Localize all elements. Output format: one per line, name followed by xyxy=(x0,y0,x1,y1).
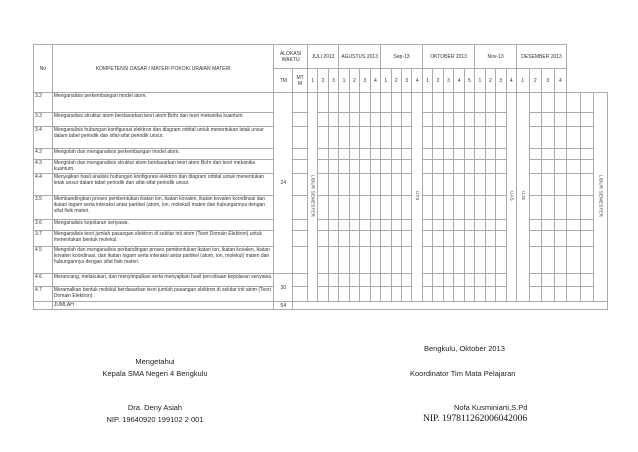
row-text: Menganalisis struktur atom berdasarkan teori atom Bohr dan teori mekanika kuantum. xyxy=(52,113,274,127)
tm-total: 54 xyxy=(274,302,293,310)
row-number: 4.7 xyxy=(34,287,53,302)
row-text: Mengolah dan menganalisis perbandingan proses pembentukan ikatan ion, ikatan kovalen, ikatan kovalen koordinasi, dan ikatan logam serta interaksi antar partikel (atom, ion, molekul) materi dan hubungannya dengan sifat fisik materi. xyxy=(52,247,274,274)
week-cell: 3 xyxy=(542,69,555,93)
header-tm: TM xyxy=(274,69,293,93)
left-title: Mengetahui xyxy=(135,357,175,366)
week-cell: 4 xyxy=(554,69,567,93)
week-cell: 2 xyxy=(485,69,495,93)
week-cell: 2 xyxy=(391,69,401,93)
week-cell: 1 xyxy=(475,69,485,93)
row-text: Menganalisis kepolaran senyawa. xyxy=(52,220,274,231)
vertical-label-uts: UTS xyxy=(415,191,421,201)
header-kompetensi: KOMPETENSI DASAR / MATERI POKOK/ URAIAN MATERI xyxy=(52,45,274,93)
row-text: Membandingkan proses pembentukan ikatan ion, ikatan kovalen, ikatan kovalen koordinasi dan ikatan logam serta interaksi antar partikel (atom, ion, molekul) materi dan hubungannya dengan sifat fisik materi. xyxy=(52,196,274,220)
right-role: Koordinator Tim Mata Pelajaran xyxy=(410,369,516,378)
header-month-juli: JULI 2013 xyxy=(307,45,338,69)
jumlah-label: JUMLAH xyxy=(52,302,274,310)
program-table xyxy=(33,44,608,310)
week-cell: 1 xyxy=(422,69,432,93)
header-no: No xyxy=(34,45,53,93)
row-number: 4.5 xyxy=(34,247,53,274)
right-name: Nofa Kusminiarti,S.Pd xyxy=(454,403,528,412)
week-cell: 3 xyxy=(360,69,370,93)
row-number: 3.4 xyxy=(34,127,53,149)
week-cell: 4 xyxy=(370,69,380,93)
vertical-label-uas: UAS xyxy=(509,191,515,201)
week-cell: 1 xyxy=(307,69,317,93)
left-name: Dra. Deny Asiah xyxy=(127,403,183,412)
row-number: 3.2 xyxy=(34,93,53,113)
header-alokasi: ALOKASI WAKTU xyxy=(274,45,307,69)
header-mtm: MT M xyxy=(293,69,308,93)
vertical-label-ujs: UJS xyxy=(520,191,526,201)
table-row xyxy=(34,93,608,113)
left-role: Kepala SMA Negeri 4 Bengkulu xyxy=(102,369,208,378)
row-text: Merancang, melakukan, dan menyimpulkan serta menyajikan hasil percobaan kepolaran senyawa. xyxy=(52,274,274,287)
header-month-sep: Sep-13 xyxy=(381,45,423,69)
row-text: Menganalisis teori jumlah pasangan elektron di sekitar inti atom (Teori Domain Elektron) untuk menentukan bentuk molekul. xyxy=(52,231,274,247)
week-cell: 4 xyxy=(454,69,464,93)
row-number: 3.7 xyxy=(34,231,53,247)
row-number: 4.2 xyxy=(34,149,53,160)
week-cell: 4 xyxy=(506,69,516,93)
row-number: 3.3 xyxy=(34,113,53,127)
header-month-nov: Nov-13 xyxy=(475,45,517,69)
header-month-oktober: OKTOBER 2013 xyxy=(422,45,474,69)
row-text: Meramalkan bentuk molekul berdasarkan teori jumlah pasangan elektron di sekitar inti atom (Teori Domain Elektron). xyxy=(52,287,274,302)
week-cell: 4 xyxy=(412,69,422,93)
vertical-label-libur1: LIBUR SEMESTER xyxy=(310,174,316,218)
week-cell: 3 xyxy=(401,69,411,93)
week-cell: 2 xyxy=(529,69,542,93)
week-cell: 3 xyxy=(496,69,506,93)
header-month-desember: DESEMBER 2013 xyxy=(516,45,566,69)
header-month-agustus: AGUSTUS 2013 xyxy=(339,45,381,69)
row-number: 3.6 xyxy=(34,220,53,231)
date-line: Bengkulu, Oktober 2013 xyxy=(424,344,505,353)
row-number: 4.3 xyxy=(34,160,53,174)
week-cell: 3 xyxy=(443,69,453,93)
week-cell: 2 xyxy=(318,69,328,93)
left-nip: NIP. 19640920 199102 2 001 xyxy=(106,415,204,424)
week-cell: 1 xyxy=(516,69,529,93)
row-number: 3.5 xyxy=(34,196,53,220)
right-nip: NIP. 197811262006042006 xyxy=(423,414,528,424)
tm-value-second: 30 xyxy=(274,274,293,302)
week-cell: 2 xyxy=(433,69,443,93)
row-text: Mengolah dan menganalisis struktur atom berdasarkan teori atom Bohr dan teori mekanika kuantum. xyxy=(52,160,274,174)
week-cell: 1 xyxy=(381,69,391,93)
week-cell: 2 xyxy=(349,69,359,93)
week-cell: 1 xyxy=(339,69,349,93)
row-number: 4.6 xyxy=(34,274,53,287)
week-cell: 3 xyxy=(328,69,338,93)
row-text: Mengolah dan menganalisis perkembangan model atom. xyxy=(52,149,274,160)
row-text: Menganalisis hubungan konfigurasi elektron dan diagram orbital untuk menentukan letak unsur dalam tabel periodik dan sifat-sifat periodik unsur. xyxy=(52,127,274,149)
vertical-label-libur2: LIBUR SEMESTER xyxy=(598,174,604,218)
row-text: Menyajikan hasil analisis hubungan konfigurasi elektron dan diagram orbital untuk menentukan letak unsur dalam tabel periodik dan sifat-sifat periodik unsur. xyxy=(52,174,274,196)
row-number: 4.4 xyxy=(34,174,53,196)
week-cell: 5 xyxy=(464,69,474,93)
row-text: Menganalisis perkembangan model atom. xyxy=(52,93,274,113)
tm-value-first: 24 xyxy=(274,93,293,274)
